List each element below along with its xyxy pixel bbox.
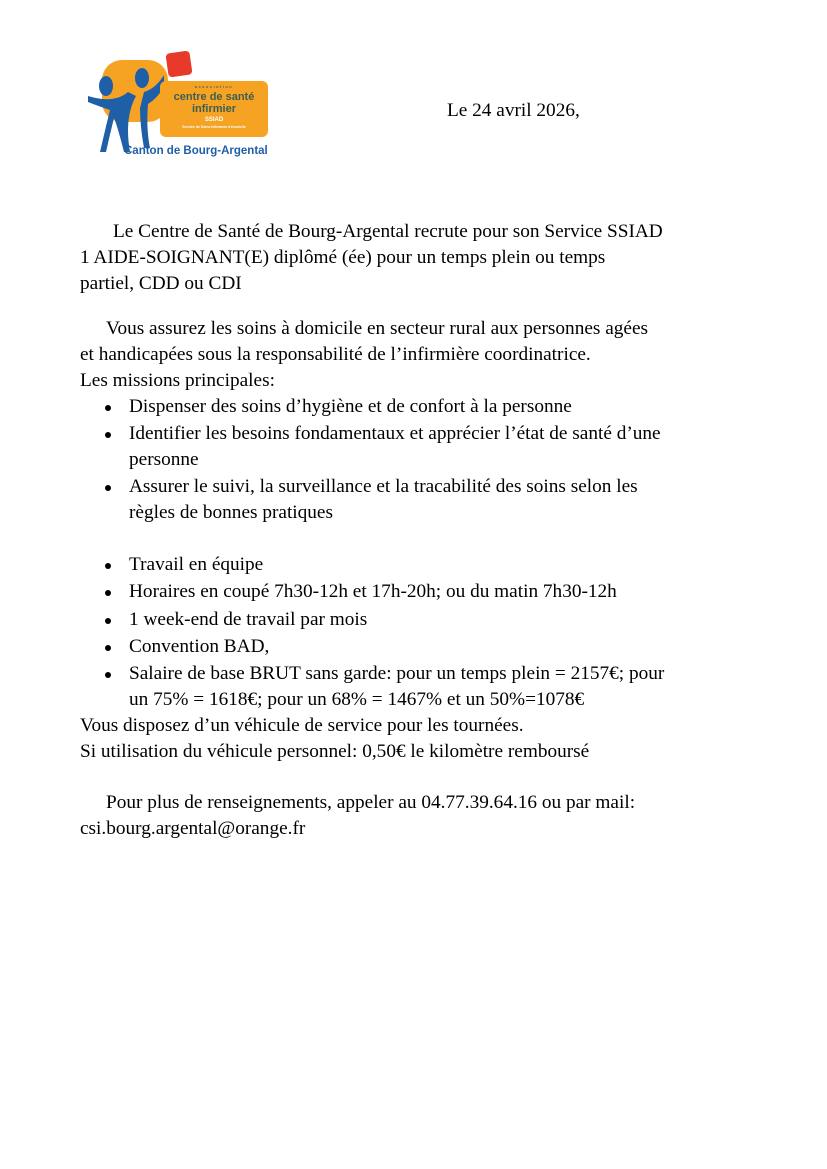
list-item: Dispenser des soins d’hygiène et de confort à la personne bbox=[129, 396, 572, 417]
list-item-cont: un 75% = 1618€; pour un 68% = 1467% et un 50%=1078€ bbox=[129, 689, 585, 710]
list-item-cont: personne bbox=[129, 449, 199, 470]
date: Le 24 avril 2026, bbox=[447, 100, 580, 121]
list-item: Travail en équipe bbox=[129, 554, 264, 575]
logo-text: infirmier bbox=[191, 103, 236, 115]
intro-line: partiel, CDD ou CDI bbox=[80, 273, 242, 294]
bullet-icon bbox=[105, 563, 111, 569]
vehicle-line: Si utilisation du véhicule personnel: 0,50€ le kilomètre remboursé bbox=[80, 741, 590, 762]
intro-line: 1 AIDE-SOIGNANT(E) diplômé (ée) pour un temps plein ou temps bbox=[80, 247, 606, 268]
list-item: Assurer le suivi, la surveillance et la tracabilité des soins selon les bbox=[129, 476, 638, 497]
bullet-icon bbox=[105, 405, 111, 411]
logo-text: SSIAD bbox=[204, 117, 224, 123]
bullet-icon bbox=[105, 485, 111, 491]
list-item: 1 week-end de travail par mois bbox=[129, 609, 368, 630]
logo-text: association bbox=[194, 84, 234, 89]
logo-text: Service de Soins Infirmiers à Domicile bbox=[182, 125, 246, 129]
desc-line: Vous assurez les soins à domicile en secteur rural aux personnes agées bbox=[106, 318, 649, 339]
list-item: Identifier les besoins fondamentaux et apprécier l’état de santé d’une bbox=[129, 423, 661, 444]
bullet-icon bbox=[105, 590, 111, 596]
logo-figures-icon bbox=[84, 48, 164, 158]
desc-line: Les missions principales: bbox=[80, 370, 275, 391]
intro-line: Le Centre de Santé de Bourg-Argental recrute pour son Service SSIAD bbox=[113, 221, 663, 242]
list-item: Convention BAD, bbox=[129, 636, 270, 657]
logo-text: centre de santé bbox=[173, 91, 255, 103]
contact-email[interactable]: csi.bourg.argental@orange.fr bbox=[80, 818, 306, 839]
desc-line: et handicapées sous la responsabilité de l’infirmière coordinatrice. bbox=[80, 344, 591, 365]
contact-line: Pour plus de renseignements, appeler au 04.77.39.64.16 ou par mail: bbox=[106, 792, 636, 813]
vehicle-line: Vous disposez d’un véhicule de service pour les tournées. bbox=[80, 715, 524, 736]
bullet-icon bbox=[105, 618, 111, 624]
list-item-cont: règles de bonnes pratiques bbox=[129, 502, 333, 523]
bullet-icon bbox=[105, 672, 111, 678]
bullet-icon bbox=[105, 432, 111, 438]
logo-canton: Canton de Bourg-Argental bbox=[124, 145, 268, 157]
bullet-icon bbox=[105, 645, 111, 651]
logo bbox=[84, 48, 274, 166]
list-item: Horaires en coupé 7h30-12h et 17h-20h; ou du matin 7h30-12h bbox=[129, 581, 617, 602]
logo-red-square bbox=[165, 50, 192, 77]
list-item: Salaire de base BRUT sans garde: pour un temps plein = 2157€; pour bbox=[129, 663, 665, 684]
